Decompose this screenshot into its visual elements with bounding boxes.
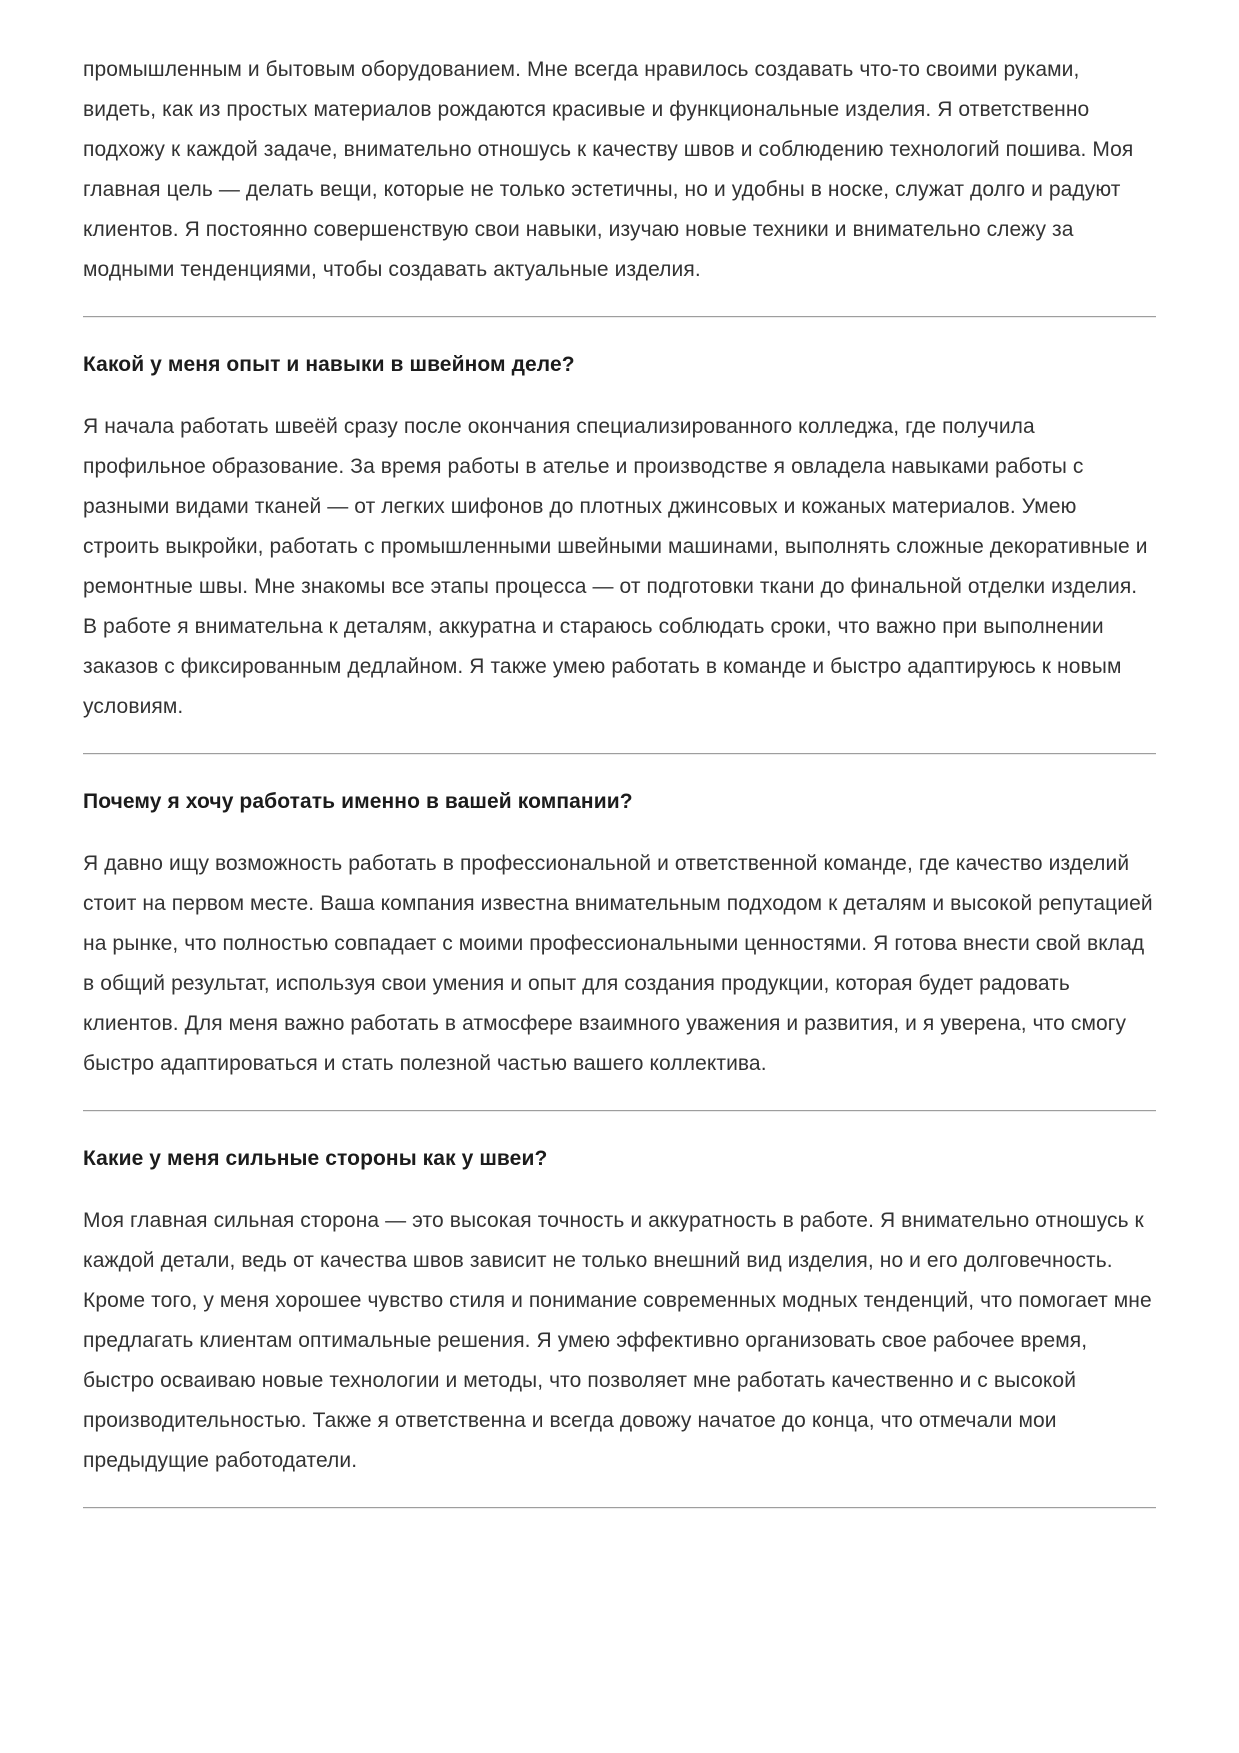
section-divider	[83, 316, 1156, 317]
section-strengths	[83, 1145, 1156, 1481]
section-divider	[83, 753, 1156, 754]
section-heading-strengths: Какие у меня сильные стороны как у швеи?	[83, 1147, 548, 1170]
section-experience	[83, 351, 1156, 727]
section-why-company	[83, 788, 1156, 1084]
section-divider	[83, 1507, 1156, 1508]
section-paragraph-experience: Я начала работать швеёй сразу после окончания специализированного колледжа, где получила профильное образование. За время работы в ателье и производстве я овладела навыками работы с разными видами тканей — от легких шифонов до плотных джинсовых и кожаных материалов. Умею строить выкройки, работать с промышленными швейными машинами, выполнять сложные декоративные и ремонтные швы. Мне знакомы все этапы процесса — от подготовки ткани до финальной отделки изделия. В работе я внимательна к деталям, аккуратна и стараюсь соблюдать сроки, что важно при выполнении заказов с фиксированным дедлайном. Я также умею работать в команде и быстро адаптируюсь к новым условиям.	[83, 415, 1148, 718]
section-heading-why-company: Почему я хочу работать именно в вашей компании?	[83, 790, 633, 813]
intro-paragraph: промышленным и бытовым оборудованием. Мне всегда нравилось создавать что-то своими руками, видеть, как из простых материалов рождаются красивые и функциональные изделия. Я ответственно подхожу к каждой задаче, внимательно отношусь к качеству швов и соблюдению технологий пошива. Моя главная цель — делать вещи, которые не только эстетичны, но и удобны в носке, служат долго и радуют клиентов. Я постоянно совершенствую свои навыки, изучаю новые техники и внимательно слежу за модными тенденциями, чтобы создавать актуальные изделия.	[83, 58, 1134, 281]
section-paragraph-strengths: Моя главная сильная сторона — это высокая точность и аккуратность в работе. Я внимательно отношусь к каждой детали, ведь от качества швов зависит не только внешний вид изделия, но и его долговечность. Кроме того, у меня хорошее чувство стиля и понимание современных модных тенденций, что помогает мне предлагать клиентам оптимальные решения. Я умею эффективно организовать свое рабочее время, быстро осваиваю новые технологии и методы, что позволяет мне работать качественно и с высокой производительностью. Также я ответственна и всегда довожу начатое до конца, что отмечали мои предыдущие работодатели.	[83, 1209, 1152, 1472]
section-divider	[83, 1110, 1156, 1111]
section-heading-experience: Какой у меня опыт и навыки в швейном деле?	[83, 353, 575, 376]
section-paragraph-why-company: Я давно ищу возможность работать в профессиональной и ответственной команде, где качество изделий стоит на первом месте. Ваша компания известна внимательным подходом к деталям и высокой репутацией на рынке, что полностью совпадает с моими профессиональными ценностями. Я готова внести свой вклад в общий результат, используя свои умения и опыт для создания продукции, которая будет радовать клиентов. Для меня важно работать в атмосфере взаимного уважения и развития, и я уверена, что смогу быстро адаптироваться и стать полезной частью вашего коллектива.	[83, 852, 1153, 1075]
